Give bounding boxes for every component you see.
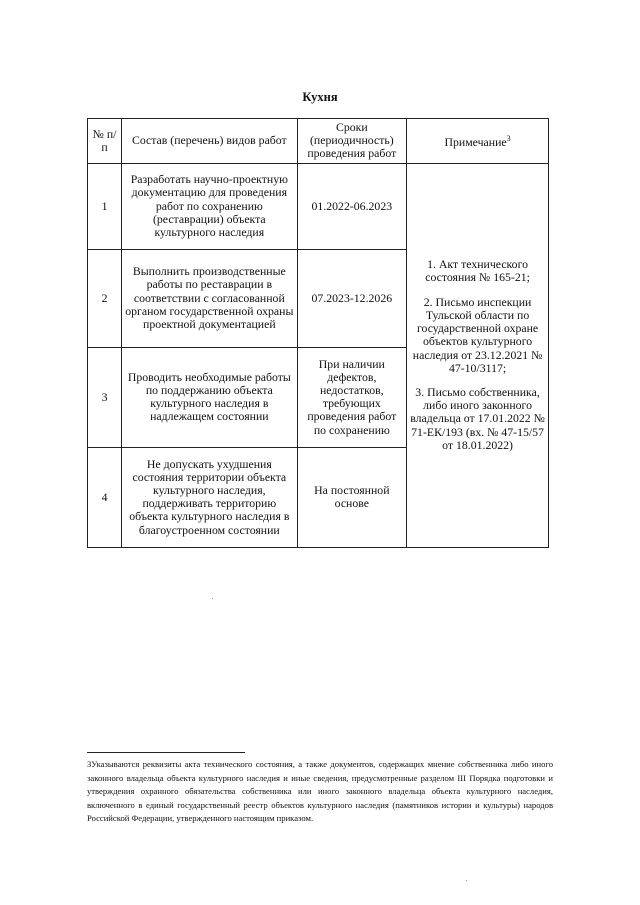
- row-term: 07.2023-12.2026: [297, 249, 407, 347]
- row-work: Проводить необходимые работы по поддержанию объекта культурного наследия в надлежащем состоянии: [122, 347, 297, 447]
- note-cell: [407, 163, 549, 547]
- note-item-2: 2. Письмо инспекции Тульской области по государственной охране объектов культурного наследия от 23.12.2021 № 47-10/3117;: [412, 294, 543, 375]
- row-term: 01.2022-06.2023: [297, 163, 407, 249]
- row-work: Выполнить производственные работы по реставрации в соответствии с согласованной органом государственной охраны проектной документацией: [122, 249, 297, 347]
- row-num: 1: [88, 163, 122, 249]
- header-term: Сроки (периодичность) проведения работ: [297, 119, 407, 164]
- header-num: № п/п: [88, 119, 122, 164]
- row-num: 3: [88, 347, 122, 447]
- note-item-1: 1. Акт технического состояния № 165-21;: [425, 257, 530, 285]
- row-num: 4: [88, 447, 122, 547]
- header-note: [407, 119, 549, 164]
- row-term: При наличии дефектов, недостатков, требующих проведения работ по сохранению: [297, 347, 407, 447]
- row-work: Разработать научно-проектную документацию для проведения работ по сохранению (реставрации) объекта культурного наследия: [122, 163, 297, 249]
- table-row: [88, 163, 549, 249]
- scan-speck: [466, 880, 467, 881]
- table-header-row: [88, 119, 549, 164]
- footnote: 3Указываются реквизиты акта технического состояния, а также документов, содержащих мнение собственника либо иного законного владельца объекта культурного наследия и иные сведения, предусмотренные разделом III Порядка подготовки и утверждения охранного обязательства собственника или иного законного владельца объекта культурного наследия, включенного в единый государственный реестр объектов культурного наследия (памятников истории и культуры) народов Российской Федерации, утвержденного настоящим приказом.: [87, 759, 553, 824]
- scan-speck: [212, 598, 213, 599]
- row-num: 2: [88, 249, 122, 347]
- header-note-label: Примечание: [444, 135, 507, 150]
- header-work: Состав (перечень) видов работ: [122, 119, 297, 164]
- note-item-3: 3. Письмо собственника, либо иного законного владельца от 17.01.2022 № 71-ЕК/193 (вх. № 47-15/57 от 18.01.2022): [410, 384, 545, 452]
- works-table: [87, 118, 549, 548]
- section-title: Кухня: [302, 90, 338, 104]
- footnote-ref: 3: [506, 134, 511, 144]
- row-work: Не допускать ухудшения состояния территории объекта культурного наследия, поддерживать территорию объекта культурного наследия в благоустроенном состоянии: [122, 447, 297, 547]
- row-term: На постоянной основе: [297, 447, 407, 547]
- footnote-separator: [87, 752, 245, 753]
